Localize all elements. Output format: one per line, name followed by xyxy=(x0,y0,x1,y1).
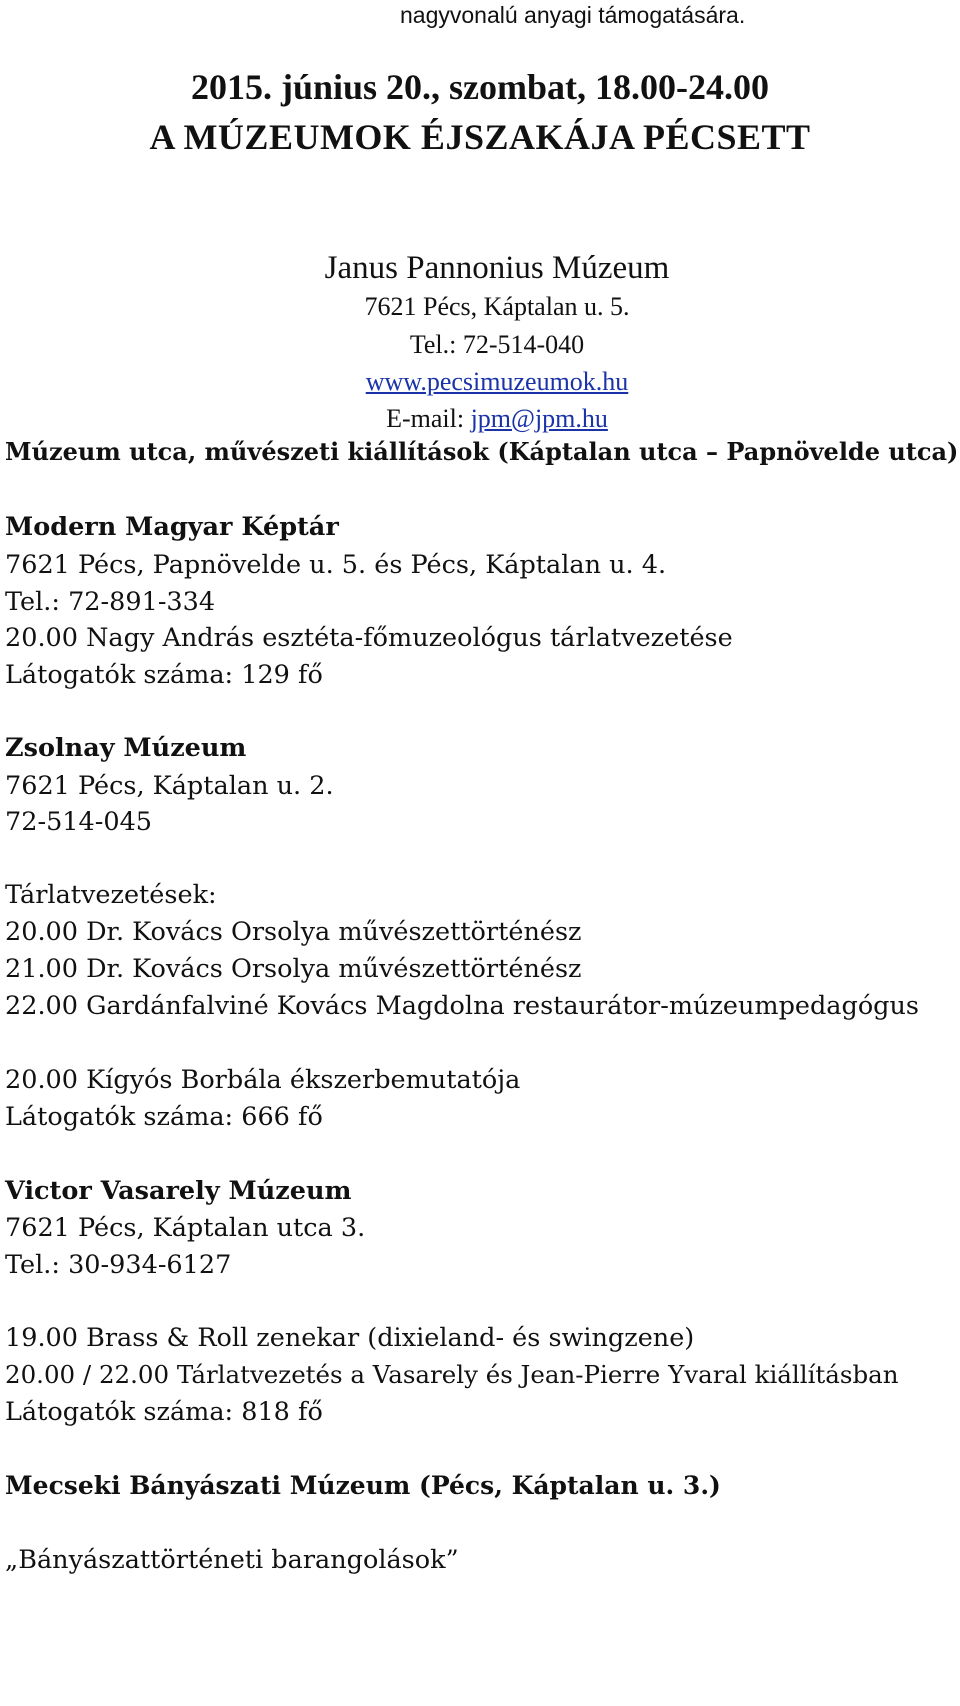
tour-item: 20.00 Dr. Kovács Orsolya művészettörténész xyxy=(5,917,582,947)
museum-phone-vasarely: Tel.: 30-934-6127 xyxy=(5,1250,232,1280)
organizer-website-link[interactable]: www.pecsimuzeumok.hu xyxy=(365,367,629,396)
museum-address-mmk: 7621 Pécs, Papnövelde u. 5. és Pécs, Káptalan u. 4. xyxy=(5,550,667,580)
program-mmk: 20.00 Nagy András esztéta-főmuzeológus tárlatvezetése xyxy=(5,623,733,653)
tour-item: 22.00 Gardánfalviné Kovács Magdolna restaurátor-múzeumpedagógus xyxy=(5,991,920,1021)
visitors-vasarely: Látogatók száma: 818 fő xyxy=(5,1397,323,1427)
organizer-email-row xyxy=(17,404,960,434)
event-title: A MÚZEUMOK ÉJSZAKÁJA PÉCSETT xyxy=(149,117,811,157)
museum-address-vasarely: 7621 Pécs, Káptalan utca 3. xyxy=(5,1213,366,1243)
organizer-name: Janus Pannonius Múzeum xyxy=(324,250,670,286)
museum-name-mining: Mecseki Bányászati Múzeum (Pécs, Káptalan u. 3.) xyxy=(5,1471,721,1500)
organizer-address: 7621 Pécs, Káptalan u. 5. xyxy=(364,292,630,321)
museum-phone-zsolnay: 72-514-045 xyxy=(5,807,153,837)
organizer-website-row xyxy=(17,367,960,397)
organizer-email-label: E-mail: xyxy=(386,404,465,433)
program-vasarely: 20.00 / 22.00 Tárlatvezetés a Vasarely és Jean-Pierre Yvaral kiállításban xyxy=(5,1360,899,1389)
museum-name-vasarely: Victor Vasarely Múzeum xyxy=(5,1176,352,1206)
program-zsolnay: 20.00 Kígyós Borbála ékszerbemutatója xyxy=(5,1065,521,1095)
organizer-phone: Tel.: 72-514-040 xyxy=(409,330,585,359)
section-heading: Múzeum utca, művészeti kiállítások (Káptalan utca – Papnövelde utca) xyxy=(5,437,959,466)
tour-item: 21.00 Dr. Kovács Orsolya művészettörténész xyxy=(5,954,582,984)
museum-phone-mmk: Tel.: 72-891-334 xyxy=(5,587,216,617)
visitors-mmk: Látogatók száma: 129 fő xyxy=(5,660,323,690)
tours-label-zsolnay: Tárlatvezetések: xyxy=(5,880,217,910)
visitors-zsolnay: Látogatók száma: 666 fő xyxy=(5,1102,323,1132)
program-vasarely: 19.00 Brass & Roll zenekar (dixieland- és swingzene) xyxy=(5,1323,695,1353)
museum-name-zsolnay: Zsolnay Múzeum xyxy=(5,733,247,763)
museum-name-mmk: Modern Magyar Képtár xyxy=(5,512,339,542)
museum-address-zsolnay: 7621 Pécs, Káptalan u. 2. xyxy=(5,771,334,801)
intro-fragment: nagyvonalú anyagi támogatására. xyxy=(400,2,746,28)
program-title-mining: „Bányászattörténeti barangolások” xyxy=(5,1545,459,1575)
organizer-email-link[interactable]: jpm@jpm.hu xyxy=(470,404,608,433)
event-date: 2015. június 20., szombat, 18.00-24.00 xyxy=(190,67,770,107)
